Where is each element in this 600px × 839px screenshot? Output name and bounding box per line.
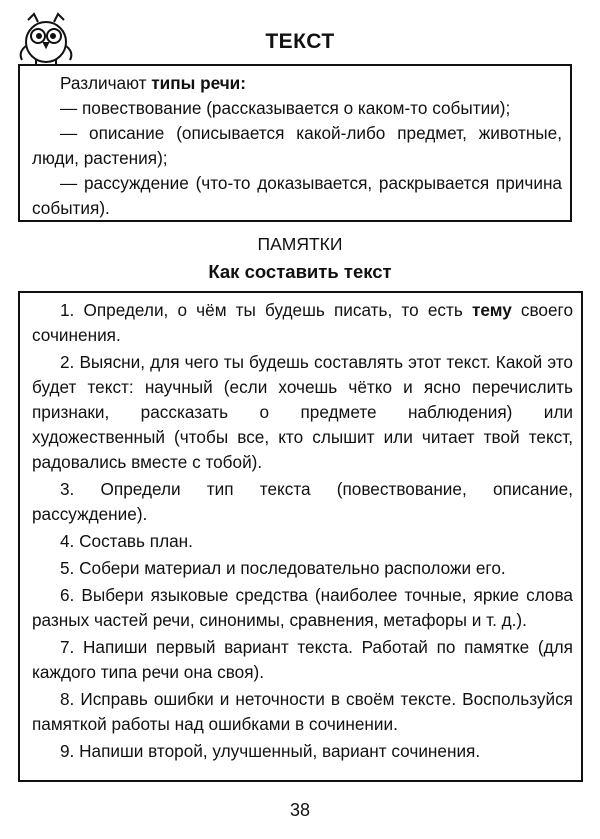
speech-types-intro-text: Различают bbox=[60, 73, 152, 93]
memo-step-2: 2. Выясни, для чего ты будешь составлять этот текст. Какой это будет текст: научный (если хочешь чётко и ясно перечислить признаки, рассказать о предмете наблюдения) или художественный (чтобы все, кто слышит или читает твой текст, радовались вместе с тобой). bbox=[32, 352, 573, 472]
speech-type-narration: — повествование (рассказывается о каком-то событии); bbox=[60, 98, 511, 118]
memo-title: Как составить текст bbox=[208, 261, 392, 282]
memo-step-5: 5. Собери материал и последовательно расположи его. bbox=[60, 558, 506, 578]
memo-step-7: 7. Напиши первый вариант текста. Работай по памятке (для каждого типа речи она своя). bbox=[32, 637, 573, 682]
speech-type-description: — описание (описывается какой-либо предмет, животные, люди, растения); bbox=[32, 123, 562, 168]
speech-type-reasoning: — рассуждение (что-то доказывается, раскрывается причина события). bbox=[32, 173, 562, 218]
page-number: 38 bbox=[289, 800, 311, 820]
memo-step-1-suffix: своего сочинения. bbox=[32, 300, 573, 345]
memo-step-1 bbox=[32, 298, 573, 348]
memo-step-6: 6. Выбери языковые средства (наиболее точные, яркие слова разных частей речи, синонимы, сравнения, метафоры и т. д.). bbox=[32, 585, 573, 630]
memo-box bbox=[18, 291, 583, 782]
speech-types-intro-bold: типы речи: bbox=[151, 73, 246, 93]
memo-step-1-bold: тему bbox=[471, 300, 512, 320]
page-title: ТЕКСТ bbox=[265, 30, 335, 53]
memo-step-3: 3. Определи тип текста (повествование, описание, рассуждение). bbox=[32, 479, 573, 524]
speech-types-box bbox=[18, 64, 572, 222]
memo-step-8: 8. Исправь ошибки и неточности в своём тексте. Воспользуйся памяткой работы над ошибками в сочинении. bbox=[32, 689, 573, 734]
memo-step-9: 9. Напиши второй, улучшенный, вариант сочинения. bbox=[60, 741, 481, 761]
memo-step-4: 4. Составь план. bbox=[60, 531, 193, 551]
speech-types-intro bbox=[32, 71, 562, 96]
memo-heading: ПАМЯТКИ bbox=[257, 234, 343, 254]
memo-step-1-prefix: 1. Определи, о чём ты будешь писать, то есть bbox=[60, 300, 472, 320]
